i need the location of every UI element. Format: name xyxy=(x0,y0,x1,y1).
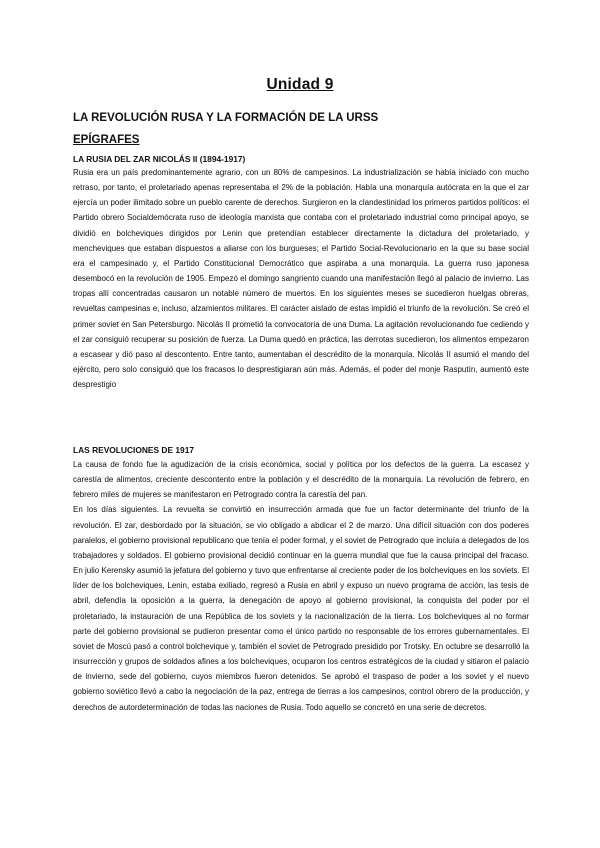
section-heading-revoluciones-1917: LAS REVOLUCIONES DE 1917 xyxy=(73,445,195,455)
unit-title: Unidad 9 xyxy=(266,76,334,93)
section-body-revoluciones-1917 xyxy=(73,457,529,715)
paragraph: En los días siguientes. La revuelta se convirtió en insurrección armada que fue un factor determinante del triunfo de la revolución. El zar, desbordado por la situación, se vio obligado a abdicar el 2 de marzo. Una difícil situación con dos poderes paralelos, el gobierno provisional republicano que tenía el poder formal, y el soviet de Petrogrado que incluía a delegados de los trabajadores y soldados. El gobierno provisional decidió continuar en la guerra mundial que fue la causa principal del fracaso. En julio Kerensky asumió la jefatura del gobierno y tuvo que enfrentarse al creciente poder de los bolcheviques en los soviets. El líder de los bolcheviques, Lenin, estaba exiliado, regresó a Rusia en abril y expuso un nuevo programa de acción, las tesis de abril, defendía la oposición a la guerra, la denegación de apoyo al gobierno provisional, la conquista del poder por el proletariado, la instauración de una República de los soviets y la nacionalización de la tierra. Los bolcheviques al no formar parte del gobierno provisional se pudieron presentar como el único partido no responsable de los errores gubernamentales. El soviet de Moscú pasó a control bolchevique y, también el soviet de Petrogrado presidido por Trotsky. En octubre se desarrolló la insurrección y grupos de soldados afines a los bolcheviques, ocuparon los centros estratégicos de la ciudad y sitiaron el palacio de invierno, sede del gobierno, cuyos miembros fueron detenidos. Se aprobó el traspaso de poder a los soviet y el nuevo gobierno soviético llevó a cabo la negociación de la paz, entrega de tierras a los campesinos, control obrero de la producción, y derechos de autordeterminación de todas las naciones de Rusia. Todo aquello se concretó en una serie de decretos. xyxy=(73,505,529,712)
paragraph: Rusia era un país predominantemente agrario, con un 80% de campesinos. La industrialización se había iniciado con mucho retraso, por tanto, el proletariado apenas representaba el 2% de la población. Había una monarquía autócrata en la que el zar ejercía un poder ilimitado sobre un pueblo carente de derechos. Surgieron en la clandestinidad los primeros partidos políticos: el Partido obrero Socialdemócrata ruso de ideología marxista que contaba con el proletariado industrial como principal apoyo, se dividió en bolcheviques dirigidos por Lenin que pretendían establecer directamente la dictadura del proletariado, y mencheviques que estaban dispuestos a aliarse con los burgueses; el Partido Social-Revolucionario en la que su base social era el campesinado y, el Partido Constitucional Democrático que aspiraba a una monarquía. La guerra ruso japonesa desembocó en la revolución de 1905. Empezó el domingo sangriento cuando una manifestación llegó al palacio de invierno. Las tropas allí concentradas causaron un notable número de muertos. En los siguientes meses se sucedieron huelgas obreras, revueltas campesinas e, incluso, alzamientos militares. El carácter aislado de estas impidió el triunfo de la revolución. Se creó el primer soviet en San Petersburgo. Nicolás II prometió la convocatoria de una Duma. La agitación revolucionando fue cediendo y el zar consiguió recuperar su posición de fuerza. La Duma quedó en práctica, las derrotas sucedieron, los alimentos empezaron a escasear y dió paso al descontento. Entre tanto, aumentaban el descrédito de la monarquía. Nicolás II asumió el mando del ejército, pero solo consiguió que los fracasos lo desprestigiaran aún más. Además, el poder del monje Rasputín, aumentó este desprestigio xyxy=(73,168,529,390)
section-heading-rusia-zar: LA RUSIA DEL ZAR NICOLÁS II (1894-1917) xyxy=(73,154,246,164)
paragraph: La causa de fondo fue la agudización de la crisis económica, social y política por los defectos de la guerra. La escasez y carestía de alimentos, creciente descontento entre la población y el descrédito de la monarquía. La revolución de febrero, en febrero miles de mujeres se manifestaron en Petrogrado contra la carestía del pan. xyxy=(73,460,529,500)
section-body-rusia-zar xyxy=(73,165,529,392)
epigrafes-heading: EPÍGRAFES xyxy=(73,134,140,146)
main-title: LA REVOLUCIÓN RUSA Y LA FORMACIÓN DE LA URSS xyxy=(73,112,379,124)
